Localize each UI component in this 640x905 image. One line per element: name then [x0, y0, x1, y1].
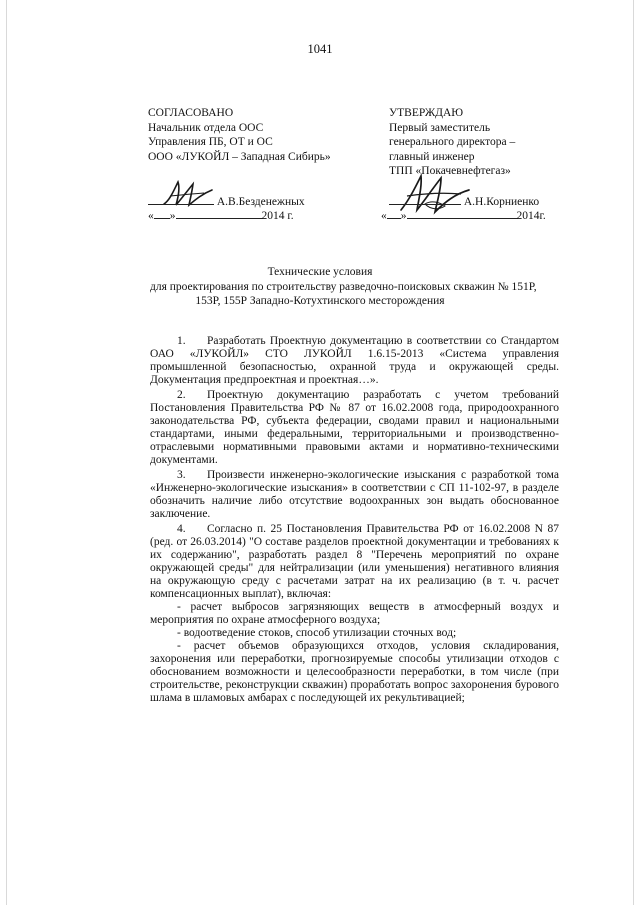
scan-edge-left [6, 0, 7, 905]
item-text: Разработать Проектную документацию в соответствии со Стандартом ОАО «ЛУКОЙЛ» СТО ЛУКОЙЛ 1.6.15-2013 «Система управления промышленной безопасностью, охранной труда и окружающей среды. Документация предпроектная и проектная…». [150, 335, 559, 386]
sub-item: - расчет выбросов загрязняющих веществ в атмосферный воздух и мероприятия по охране атмосферного воздуха; [150, 601, 559, 626]
signature-line-right [389, 193, 461, 205]
approval-left-line: Управления ПБ, ОТ и ОС [148, 136, 273, 148]
sub-item: - расчет объемов образующихся отходов, условия складирования, захоронения или переработки, прогнозируемые способы утилизации отходов с обоснованием возможности и целесообразности переработки, в том числе (при строительстве, реконструкции скважин) проработать вопрос захоронения бурового шлама в шламовых амбарах с последующей их рекультивацией; [150, 640, 559, 704]
approval-left-heading: СОГЛАСОВАНО [148, 107, 234, 119]
item-number: 2. [177, 389, 186, 401]
date-left-row [148, 207, 294, 223]
title-line: 153Р, 155Р Западно-Котухтинского месторождения [195, 295, 445, 307]
approval-left-line: ООО «ЛУКОЙЛ – Западная Сибирь» [148, 150, 331, 163]
title-line: Технические условия [267, 266, 373, 278]
signer-left: А.В.Безденежных [216, 196, 305, 208]
approval-right-heading: УТВЕРЖДАЮ [389, 107, 464, 119]
date-right-year: 2014г. [516, 210, 546, 222]
date-left-year: 2014 г. [261, 210, 294, 222]
page-number: 1041 [307, 42, 333, 56]
date-left-month-blank [176, 207, 262, 219]
item-number: 4. [177, 523, 186, 535]
date-left-day-blank [154, 207, 170, 219]
item-text: Согласно п. 25 Постановления Правительства РФ от 16.02.2008 N 87 (ред. от 26.03.2014) "О составе разделов проектной документации и требованиях к их содержанию", разработать раздел 8 "Перечень мероприятий по охране окружающей среды" для нейтрализации (или уменьшения) негативного влияния на окружающую среду с расчетами затрат на их реализацию (в т. ч. расчет компенсационных выплат), включая: [150, 523, 559, 600]
approval-block-right [389, 106, 515, 179]
document-title [150, 265, 537, 309]
date-left-open: « [148, 210, 154, 222]
date-right-month-blank [407, 207, 517, 219]
approval-right-line: ТПП «Покачевнефтегаз» [389, 165, 511, 177]
date-right-open: « [381, 210, 387, 222]
approval-left-line: Начальник отдела ООС [148, 121, 264, 134]
numbered-item [150, 389, 559, 467]
approval-right-line: Первый заместитель [389, 121, 491, 134]
title-line: для проектирования по строительству разведочно-поисковых скважин № 151Р, [150, 280, 537, 293]
item-number: 3. [177, 469, 186, 481]
approval-right-line: генерального директора – [389, 136, 516, 148]
item-number: 1. [177, 335, 186, 347]
document-body [150, 335, 559, 705]
approval-right-line: главный инженер [389, 150, 475, 163]
signer-right: А.Н.Корниенко [463, 196, 540, 208]
date-right-day-blank [387, 207, 401, 219]
scan-edge-right [633, 0, 634, 905]
item-text: Проектную документацию разработать с учетом требований Постановления Правительства РФ № 87 от 16.02.2008 года, природоохранного законодательства РФ, субъекта федерации, сводами правил и национальными стандартами, иными федеральными, территориальными и производственно-отраслевыми нормативными правовыми актами и нормативно-техническими документами. [150, 389, 559, 466]
date-left-close: » [169, 210, 176, 222]
signature-line-left [148, 193, 214, 205]
numbered-item [150, 335, 559, 387]
date-right-close: » [400, 210, 407, 222]
numbered-item [150, 469, 559, 521]
sub-item: - водоотведение стоков, способ утилизации сточных вод; [177, 627, 457, 639]
approval-block-left [148, 106, 331, 164]
numbered-item [150, 523, 559, 601]
date-right-row [381, 207, 546, 223]
item-text: Произвести инженерно-экологические изыскания с разработкой тома «Инженерно-экологические изыскания» в соответствии с СП 11-102-97, в разделе обозначить наличие либо отсутствие водоохранных зон выдать обоснованное заключение. [150, 469, 559, 520]
